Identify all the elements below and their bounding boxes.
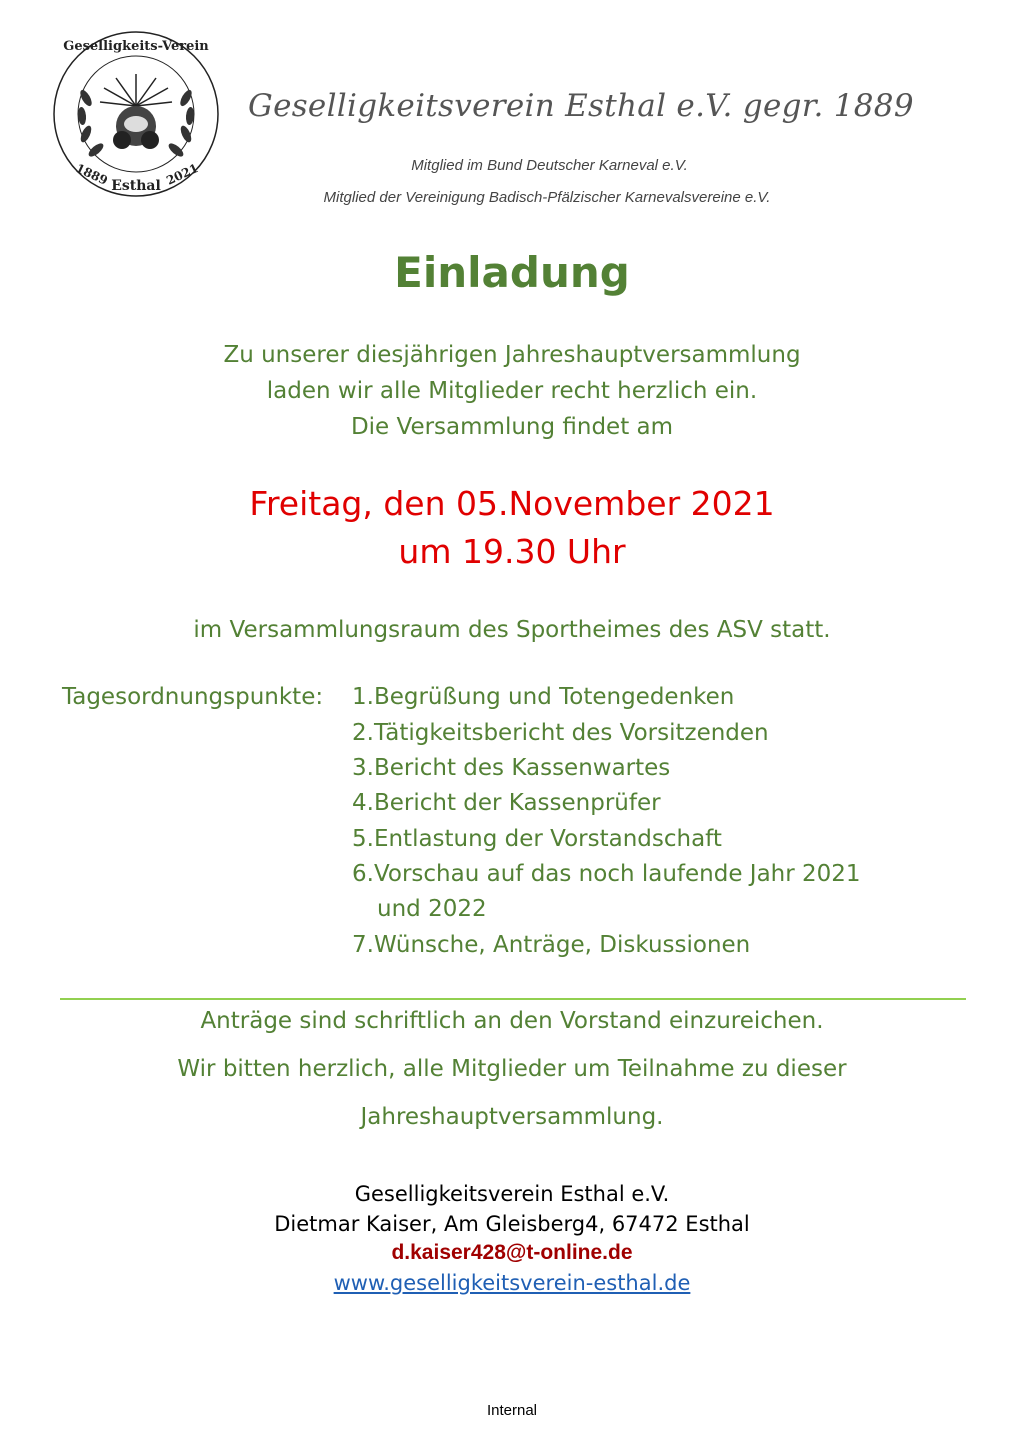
agenda-item: 5.Entlastung der Vorstandschaft <box>352 826 722 852</box>
venue-line: im Versammlungsraum des Sportheimes des ASV statt. <box>193 617 831 643</box>
membership-line-2: Mitglied der Vereinigung Badisch-Pfälzischer Karnevalsvereine e.V. <box>323 189 771 206</box>
logo-place: Esthal <box>111 178 161 194</box>
logo-year-left: 1889 <box>73 160 110 188</box>
agenda-item: 4.Bericht der Kassenprüfer <box>352 790 661 816</box>
agenda-label: Tagesordnungspunkte: <box>62 684 324 710</box>
contact-address: Dietmar Kaiser, Am Gleisberg4, 67472 Esthal <box>274 1212 750 1236</box>
contact-org: Geselligkeitsverein Esthal e.V. <box>354 1182 670 1206</box>
note-line-1: Anträge sind schriftlich an den Vorstand einzureichen. <box>200 1008 824 1034</box>
note-line-3: Jahreshauptversammlung. <box>360 1104 664 1130</box>
section-divider <box>60 998 966 1000</box>
intro-line-1: Zu unserer diesjährigen Jahreshauptversammlung <box>223 342 801 368</box>
intro-line-2: laden wir alle Mitglieder recht herzlich ein. <box>266 378 758 404</box>
classification-label: Internal <box>486 1402 538 1419</box>
agenda-item-continuation: und 2022 <box>377 896 487 922</box>
agenda-item: 1.Begrüßung und Totengedenken <box>352 684 735 710</box>
contact-email[interactable]: d.kaiser428@t-online.de <box>391 1241 633 1264</box>
meeting-time-line: um 19.30 Uhr <box>398 532 626 571</box>
logo-top-text: Geselligkeits-Verein <box>63 39 209 54</box>
agenda-item: 3.Bericht des Kassenwartes <box>352 755 671 781</box>
note-line-2: Wir bitten herzlich, alle Mitglieder um Teilnahme zu dieser <box>177 1056 847 1082</box>
meeting-date <box>0 480 1024 576</box>
membership-line-1: Mitglied im Bund Deutscher Karneval e.V. <box>411 157 688 174</box>
website-link[interactable]: www.geselligkeitsverein-esthal.de <box>333 1271 691 1295</box>
page-title: Einladung <box>394 248 630 297</box>
agenda-item: 2.Tätigkeitsbericht des Vorsitzenden <box>352 720 769 746</box>
intro-line-3: Die Versammlung findet am <box>350 414 674 440</box>
meeting-date-line: Freitag, den 05.November 2021 <box>249 484 775 523</box>
club-seal-logo <box>50 28 222 200</box>
club-name-heading: Geselligkeitsverein Esthal e.V. gegr. 1889 <box>248 88 914 124</box>
logo-year-right: 2021 <box>164 160 201 188</box>
agenda-item: 7.Wünsche, Anträge, Diskussionen <box>352 932 751 958</box>
agenda-item: 6.Vorschau auf das noch laufende Jahr 2021 <box>352 861 861 887</box>
website-link-row <box>0 1271 1024 1295</box>
